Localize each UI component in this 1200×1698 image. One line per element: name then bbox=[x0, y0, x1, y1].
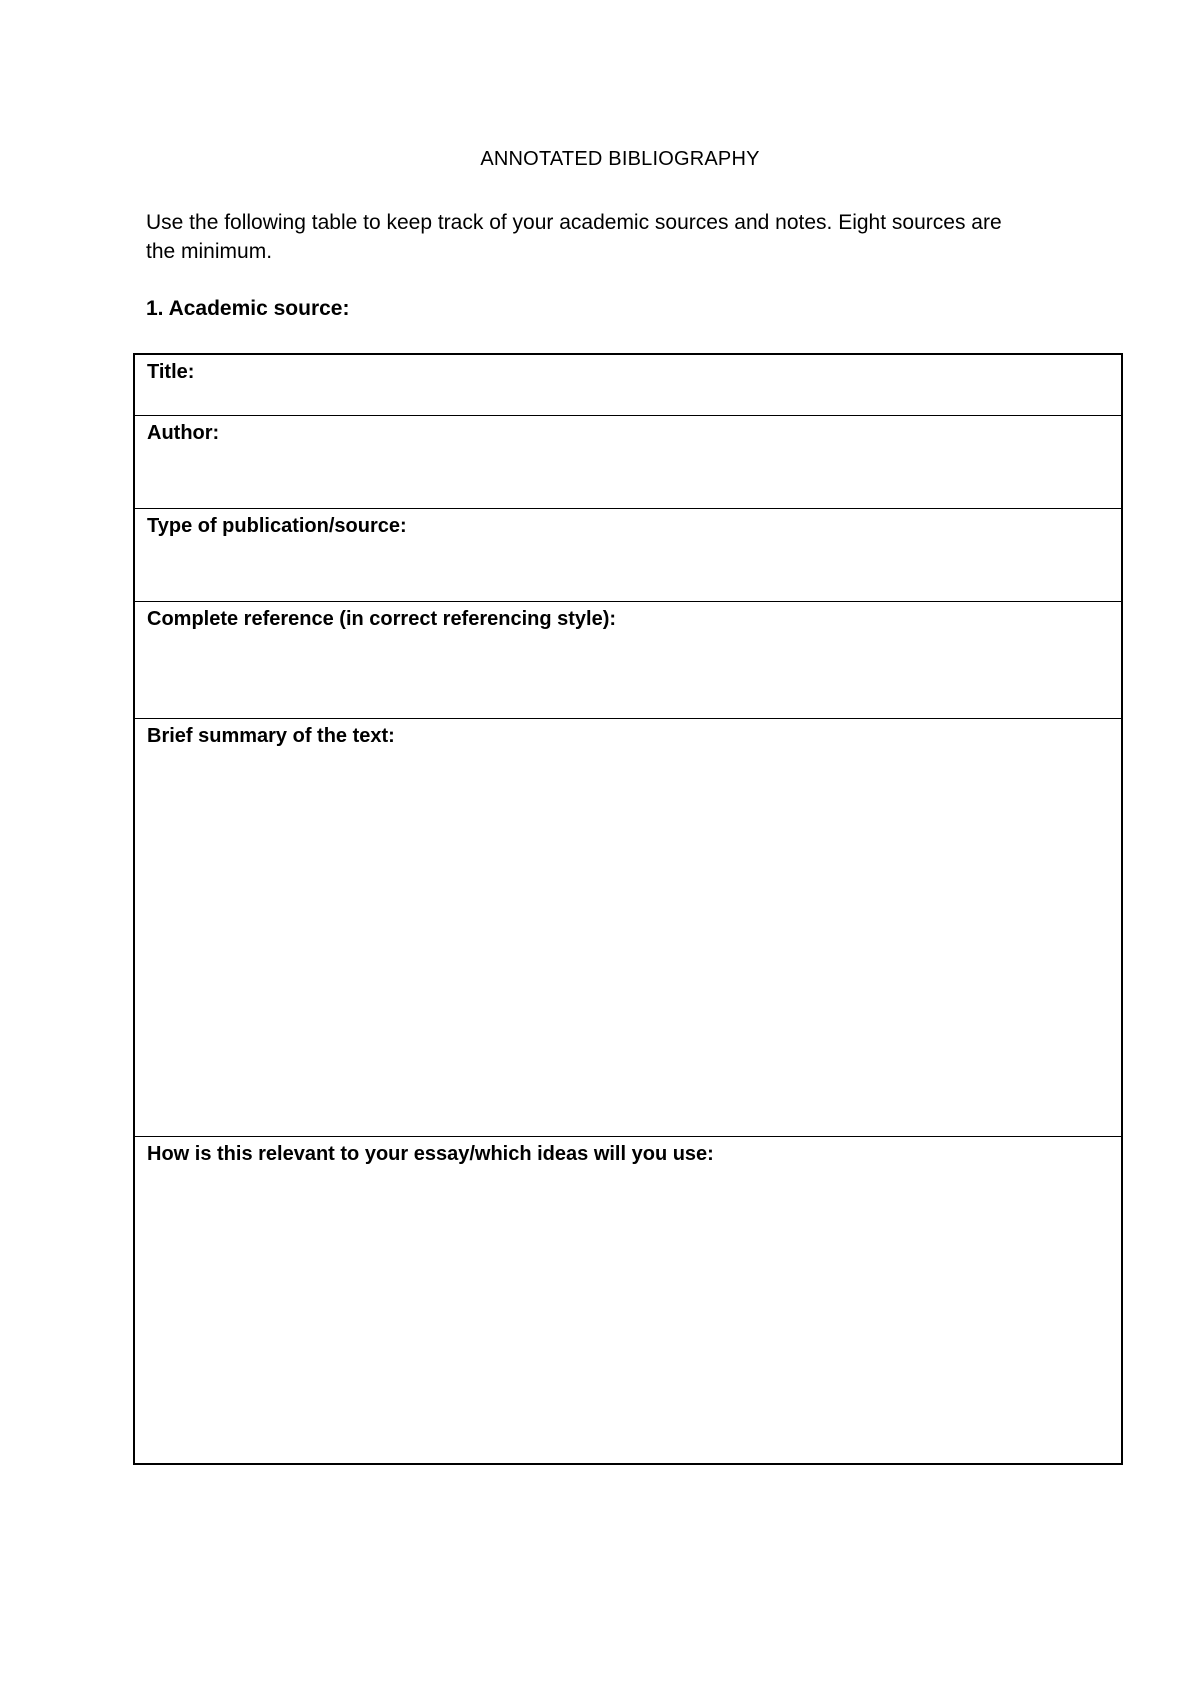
table-row-title[interactable] bbox=[135, 355, 1121, 416]
row-label-relevance: How is this relevant to your essay/which ideas will you use: bbox=[147, 1143, 714, 1165]
table-row-type[interactable] bbox=[135, 509, 1121, 602]
row-label-reference: Complete reference (in correct referencing style): bbox=[147, 608, 617, 630]
table-row-reference[interactable] bbox=[135, 602, 1121, 719]
intro-text bbox=[146, 208, 1066, 266]
source-table bbox=[133, 353, 1123, 1465]
document-title: ANNOTATED BIBLIOGRAPHY bbox=[480, 148, 760, 170]
table-row-summary[interactable] bbox=[135, 719, 1121, 1137]
table-row-author[interactable] bbox=[135, 416, 1121, 509]
intro-line-2: the minimum. bbox=[146, 240, 273, 263]
row-label-author: Author: bbox=[147, 422, 220, 444]
row-label-title: Title: bbox=[147, 361, 195, 383]
table-row-relevance[interactable] bbox=[135, 1137, 1121, 1463]
source-heading: 1. Academic source: bbox=[146, 297, 350, 320]
row-label-type: Type of publication/source: bbox=[147, 515, 407, 537]
intro-line-1: Use the following table to keep track of your academic sources and notes. Eight sources are bbox=[146, 211, 1002, 234]
row-label-summary: Brief summary of the text: bbox=[147, 725, 395, 747]
